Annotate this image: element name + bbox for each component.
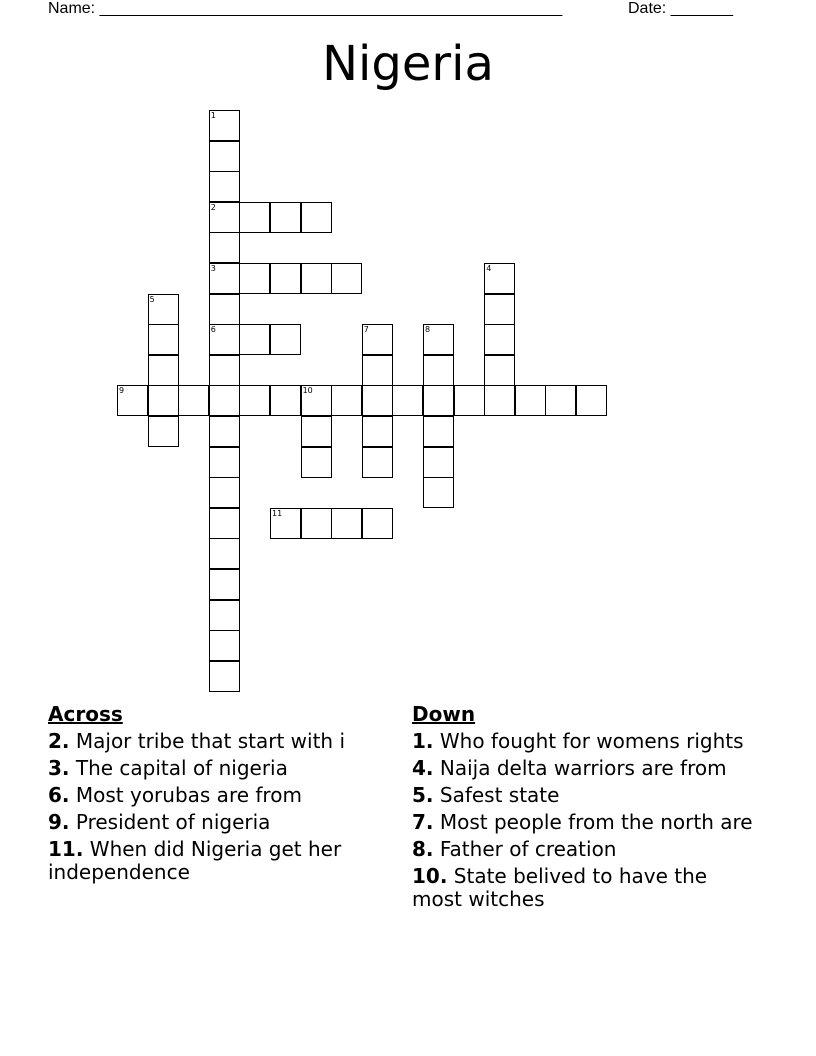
clue-number: 9. (48, 810, 70, 834)
crossword-cell (423, 324, 454, 355)
across-heading: Across (48, 702, 123, 726)
crossword-cell (148, 294, 179, 325)
crossword-cell (209, 385, 240, 416)
date-field-label: Date: _______ (628, 0, 733, 17)
name-field-label: Name: ____________________________________________________ (48, 0, 563, 17)
crossword-cell (148, 355, 179, 386)
clue-text: The capital of nigeria (75, 756, 288, 780)
crossword-cell (117, 385, 148, 416)
crossword-cell (454, 385, 485, 416)
clue-number: 6. (48, 783, 70, 807)
crossword-cell (484, 263, 515, 294)
crossword-cell (301, 447, 332, 478)
crossword-cell (209, 600, 240, 631)
page-title: Nigeria (322, 36, 494, 92)
clue-text: Naija delta warriors are from (439, 756, 727, 780)
crossword-cell (209, 477, 240, 508)
clue-text: State belived to have the most witches (412, 864, 708, 911)
clue-text: Most people from the north are (439, 810, 753, 834)
crossword-cell (209, 263, 240, 294)
crossword-cell (209, 569, 240, 600)
crossword-cell (484, 294, 515, 325)
crossword-cell (301, 263, 332, 294)
cell-number: 7 (363, 325, 369, 335)
clue-number: 7. (412, 810, 434, 834)
clue-down-5 (412, 784, 762, 807)
crossword-cell (515, 385, 546, 416)
crossword-cell (239, 324, 270, 355)
crossword-cell (362, 447, 393, 478)
crossword-cell (209, 416, 240, 447)
cell-number: 8 (425, 325, 431, 335)
crossword-cell (270, 508, 301, 539)
clue-down-4 (412, 757, 762, 780)
crossword-cell (209, 294, 240, 325)
crossword-cell (209, 171, 240, 202)
crossword-cell (270, 263, 301, 294)
clue-text: Most yorubas are from (75, 783, 302, 807)
clue-number: 1. (412, 729, 434, 753)
crossword-cell (178, 385, 209, 416)
crossword-cell (423, 477, 454, 508)
crossword-cell (148, 416, 179, 447)
crossword-cell (148, 324, 179, 355)
crossword-cell (239, 385, 270, 416)
crossword-cell (423, 355, 454, 386)
crossword-cell (576, 385, 607, 416)
clue-text: Major tribe that start with i (75, 729, 345, 753)
crossword-cell (484, 385, 515, 416)
crossword-cell (148, 385, 179, 416)
crossword-cell (301, 416, 332, 447)
crossword-cell (239, 263, 270, 294)
crossword-cell (209, 232, 240, 263)
crossword-cell (362, 324, 393, 355)
clue-number: 2. (48, 729, 70, 753)
crossword-cell (209, 324, 240, 355)
crossword-cell (423, 416, 454, 447)
cell-number: 3 (210, 264, 216, 273)
clue-text: Who fought for womens rights (439, 729, 744, 753)
cell-number: 6 (210, 325, 216, 335)
cell-number: 1 (210, 111, 216, 120)
crossword-cell (209, 141, 240, 172)
clue-text: Father of creation (439, 837, 617, 861)
clue-text: President of nigeria (75, 810, 271, 834)
crossword-cell (545, 385, 576, 416)
crossword-cell (270, 202, 301, 233)
clue-down-1 (412, 730, 762, 753)
crossword-cell (392, 385, 423, 416)
crossword-cell (209, 538, 240, 569)
down-heading: Down (412, 702, 476, 726)
crossword-cell (423, 385, 454, 416)
cell-number: 9 (119, 386, 125, 396)
cell-number: 5 (149, 294, 155, 304)
crossword-cell (209, 110, 240, 141)
crossword-cell (270, 324, 301, 355)
crossword-cell (362, 416, 393, 447)
crossword-cell (209, 508, 240, 539)
clue-across-11 (48, 838, 378, 884)
crossword-cell (362, 355, 393, 386)
crossword-cell (331, 508, 362, 539)
crossword-cell (331, 263, 362, 294)
crossword-cell (331, 385, 362, 416)
crossword-cell (209, 355, 240, 386)
crossword-cell (484, 324, 515, 355)
clue-down-7 (412, 811, 762, 834)
crossword-cell (209, 630, 240, 661)
clue-number: 8. (412, 837, 434, 861)
crossword-cell (423, 447, 454, 478)
crossword-cell (270, 385, 301, 416)
crossword-cell (239, 202, 270, 233)
clue-across-3 (48, 757, 378, 780)
down-clues (412, 702, 762, 915)
across-clues (48, 702, 378, 888)
cell-number: 4 (486, 264, 492, 273)
crossword-cell (209, 661, 240, 692)
cell-number: 10 (302, 386, 313, 396)
clue-number: 3. (48, 756, 70, 780)
crossword-cell (301, 385, 332, 416)
clue-across-6 (48, 784, 378, 807)
clue-text: When did Nigeria get her independence (48, 837, 342, 884)
clue-number: 5. (412, 783, 434, 807)
crossword-cell (362, 385, 393, 416)
crossword-cell (209, 202, 240, 233)
crossword-cell (209, 447, 240, 478)
crossword-cell (362, 508, 393, 539)
clue-number: 10. (412, 864, 448, 888)
crossword-cell (301, 508, 332, 539)
cell-number: 2 (210, 202, 216, 212)
clue-down-10 (412, 865, 762, 911)
clue-down-8 (412, 838, 762, 861)
clue-across-9 (48, 811, 378, 834)
clue-number: 11. (48, 837, 84, 861)
clue-text: Safest state (439, 783, 560, 807)
clue-across-2 (48, 730, 378, 753)
crossword-cell (301, 202, 332, 233)
crossword-cell (484, 355, 515, 386)
clue-number: 4. (412, 756, 434, 780)
cell-number: 11 (272, 508, 283, 518)
